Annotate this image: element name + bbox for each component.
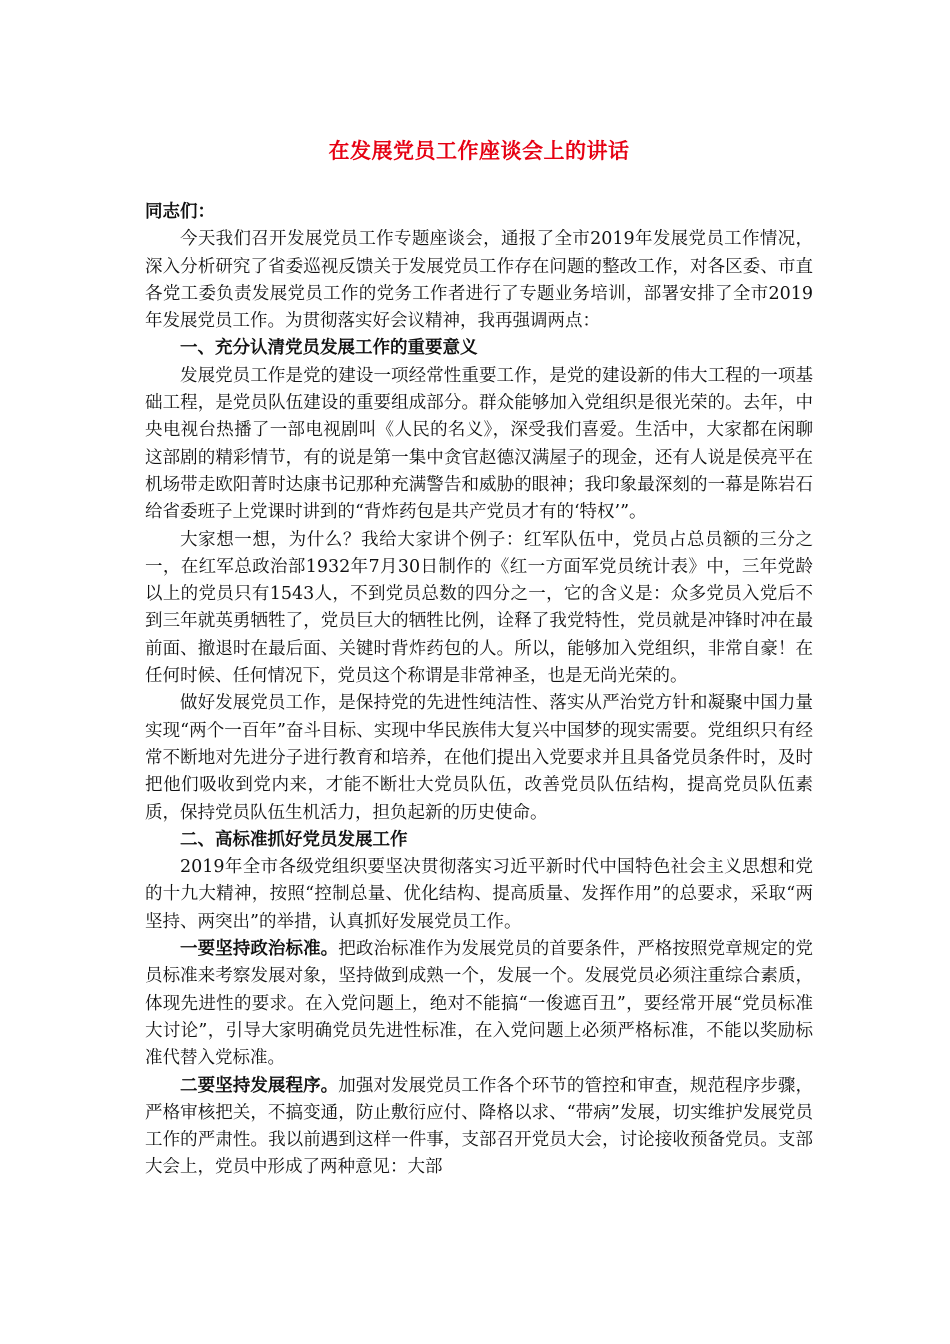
lead-political-standard: 一要坚持政治标准。: [180, 939, 339, 960]
paragraph-red-army-example: 大家想一想，为什么？我给大家讲个例子：红军队伍中，党员占总员额的三分之一，在红军总政治部1932年7月30日制作的《红一方面军党员统计表》中，三年党龄以上的党员只有1543人，不到党员总数的四分之一，它的含义是：众多党员入党后不到三年就英勇牺牲了，党员巨大的牺牲比例，诠释了我党特性，党员就是冲锋时冲在最前面、撤退时在最后面、关键时背炸药包的人。所以，能够加入党组织，非常自豪！在任何时候、任何情况下，党员这个称谓是非常神圣，也是无尚光荣的。: [145, 529, 813, 687]
section-heading-2: 二、高标准抓好党员发展工作: [180, 829, 408, 850]
section-heading-1: 一、充分认清党员发展工作的重要意义: [180, 338, 478, 359]
paragraph-political-standard: [145, 936, 813, 1072]
document-body: [145, 135, 813, 1182]
text-development-procedure: 加强对发展党员工作各个环节的管控和审查，规范程序步骤，严格审核把关，不搞变通，防止敷衍应付、降格以求、“带病”发展，切实维护发展党员工作的严肃性。我以前遇到这样一件事，支部召开党员大会，讨论接收预备党员。支部大会上，党员中形成了两种意见：大部: [145, 1075, 814, 1178]
paragraph-significance: 发展党员工作是党的建设一项经常性重要工作，是党的建设新的伟大工程的一项基础工程，是党员队伍建设的重要组成部分。群众能够加入党组织是很光荣的。去年，中央电视台热播了一部电视剧叫《人民的名义》，深受我们喜爱。生活中，大家都在闲聊这部剧的精彩情节，有的说是第一集中贪官赵德汉满屋子的现金，还有人说是侯亮平在机场带走欧阳菁时达康书记那种充满警告和威胁的眼神；我印象最深刻的一幕是陈岩石给省委班子上党课时讲到的“背炸药包是共产党员才有的‘特权’”。: [145, 365, 813, 523]
paragraph-realistic-need: 做好发展党员工作，是保持党的先进性纯洁性、落实从严治党方针和凝聚中国力量实现“两个一百年”奋斗目标、实现中华民族伟大复兴中国梦的现实需要。党组织只有经常不断地对先进分子进行教育和培养，在他们提出入党要求并且具备党员条件时，及时把他们吸收到党内来，才能不断壮大党员队伍，改善党员队伍结构，提高党员队伍素质，保持党员队伍生机活力，担负起新的历史使命。: [145, 693, 813, 823]
paragraph-overall-requirement: 2019年全市各级党组织要坚决贯彻落实习近平新时代中国特色社会主义思想和党的十九大精神，按照“控制总量、优化结构、提高质量、发挥作用”的总要求，采取“两坚持、两突出”的举措，认真抓好发展党员工作。: [145, 857, 813, 932]
page-title: 在发展党员工作座谈会上的讲话: [328, 139, 630, 163]
lead-development-procedure: 二要坚持发展程序。: [180, 1075, 339, 1096]
paragraph-development-procedure: [145, 1073, 813, 1182]
paragraph-intro: 今天我们召开发展党员工作专题座谈会，通报了全市2019年发展党员工作情况，深入分析研究了省委巡视反馈关于发展党员工作存在问题的整改工作，对各区委、市直各党工委负责发展党员工作的党务工作者进行了专题业务培训，部署安排了全市2019年发展党员工作。为贯彻落实好会议精神，我再强调两点：: [145, 229, 813, 332]
salutation: 同志们：: [145, 202, 215, 222]
text-political-standard: 把政治标准作为发展党员的首要条件，严格按照党章规定的党员标准来考察发展对象，坚持做到成熟一个，发展一个。发展党员必须注重综合素质，体现先进性的要求。在入党问题上，绝对不能搞“一俊遮百丑”，要经常开展“党员标准大讨论”，引导大家明确党员先进性标准，在入党问题上必须严格标准，不能以奖励标准代替入党标准。: [145, 939, 814, 1069]
